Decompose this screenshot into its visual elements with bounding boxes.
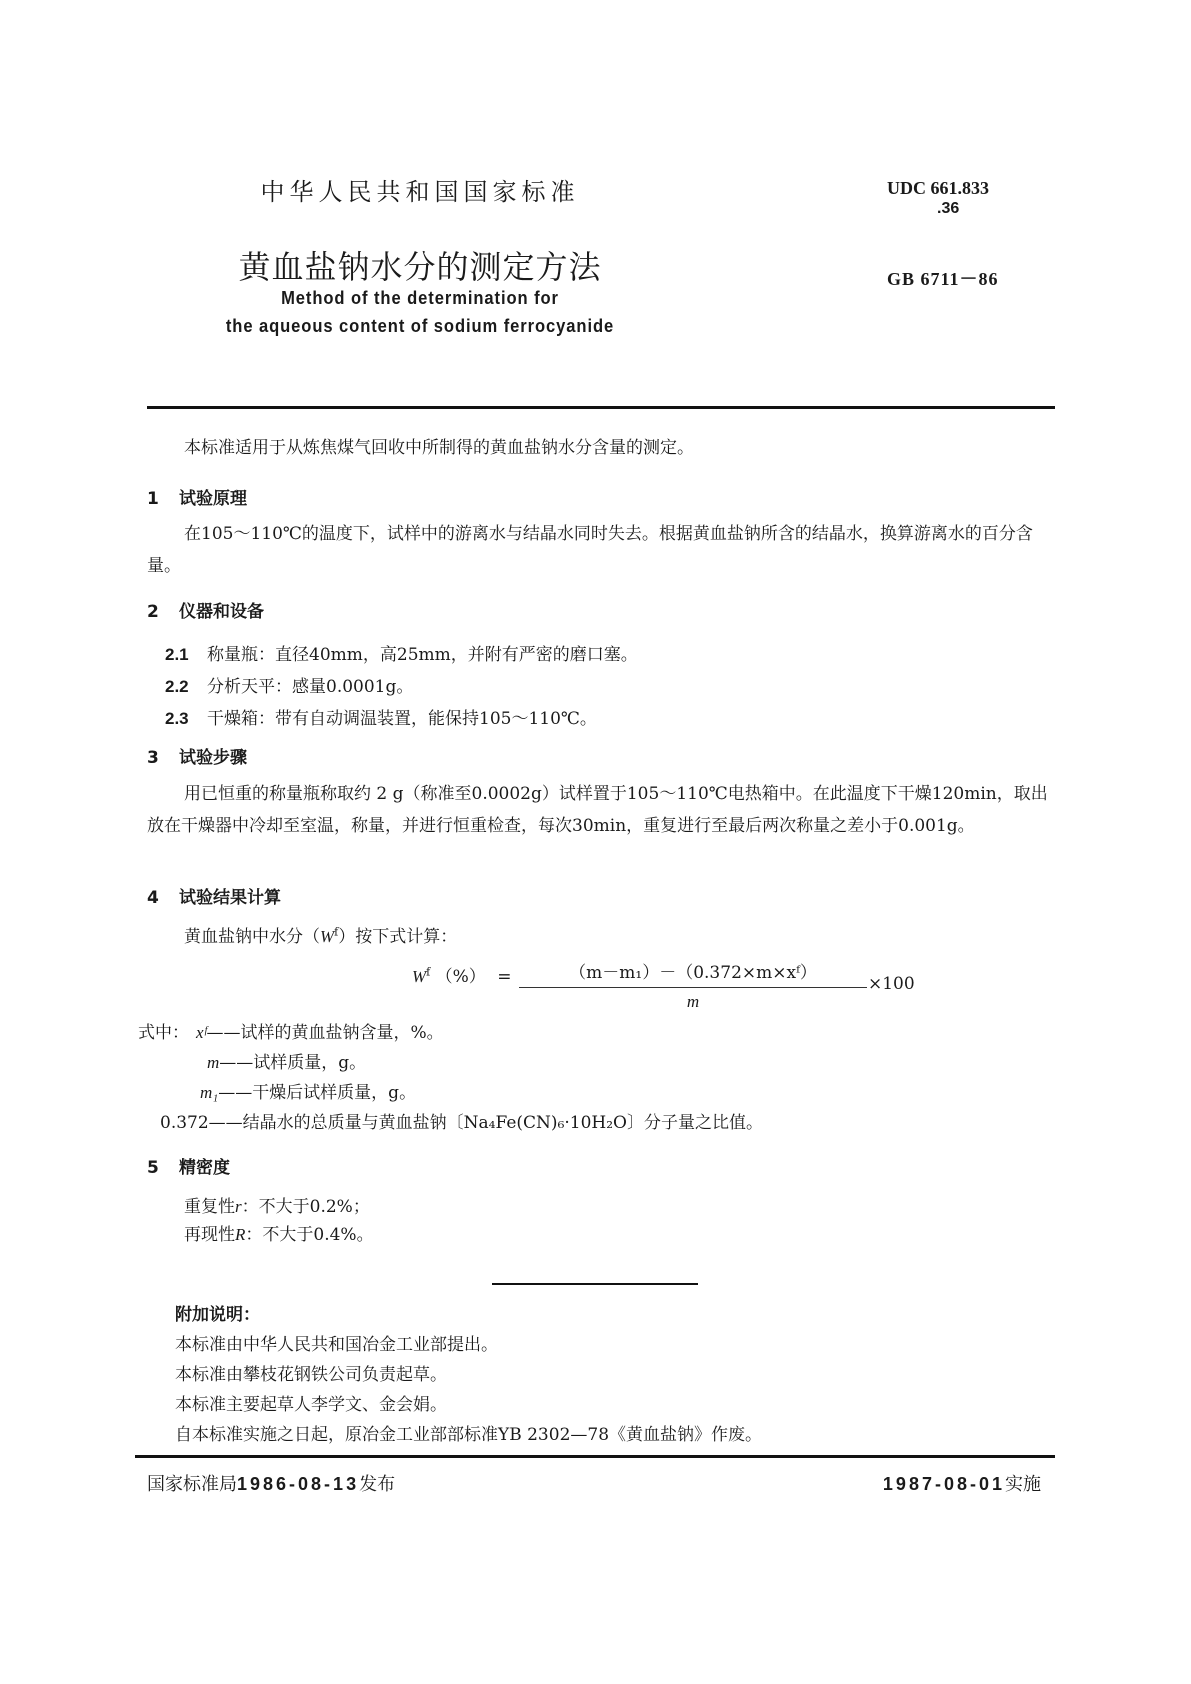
section-title: 试验结果计算 [179, 888, 281, 908]
def-dash: —— [208, 1113, 243, 1133]
document-title-en-line1: Method of the determination for [281, 288, 559, 308]
note-line: 本标准由中华人民共和国冶金工业部提出。 [175, 1335, 498, 1355]
formula-lhs [412, 962, 511, 987]
scope-paragraph: 本标准适用于从炼焦煤气回收中所制得的黄血盐钠水分含量的测定。 [184, 438, 694, 458]
formula-var-w: W [412, 967, 427, 986]
definition-0372 [160, 1108, 763, 1133]
section-number: 4 [147, 888, 159, 908]
section-title: 精密度 [179, 1158, 230, 1178]
def-text: 结晶水的总质量与黄血盐钠〔Na₄Fe(CN)₆·10H₂O〕分子量之比值。 [242, 1113, 763, 1133]
def-symbol: 0.372 [160, 1113, 209, 1133]
section-number: 5 [147, 1158, 159, 1178]
def-text: 试样的黄血盐钠含量，%。 [240, 1023, 444, 1043]
def-text: 试样质量，g。 [253, 1053, 367, 1073]
footer-divider [135, 1455, 1055, 1458]
document-title-en-line2: the aqueous content of sodium ferrocyanide [225, 316, 615, 336]
section-title: 仪器和设备 [179, 602, 264, 622]
section-1-paragraph: 在105～110℃的温度下，试样中的游离水与结晶水同时失去。根据黄血盐钠所含的结晶水，换算游离水的百分含量。 [147, 524, 1033, 576]
note-line: 本标准主要起草人李学文、金会娟。 [175, 1395, 447, 1415]
formula-intro [184, 922, 457, 947]
def-dash: —— [218, 1083, 253, 1103]
item-text: 分析天平：感量0.0001g。 [207, 677, 414, 697]
def-text: 干燥后试样质量，g。 [252, 1083, 417, 1103]
national-standard-header: 中华人民共和国国家标准 [260, 178, 580, 206]
section-5-heading [147, 1153, 230, 1178]
footer-effective [883, 1470, 1041, 1496]
definition-m1 [200, 1078, 416, 1103]
intro-suffix: ）按下式计算： [338, 927, 458, 947]
def-symbol: xᶠ [196, 1023, 207, 1042]
item-number: 2.3 [165, 709, 189, 728]
formula-equals: = [497, 967, 512, 987]
variable-R: R [235, 1225, 246, 1244]
issuer: 国家标准局 [147, 1474, 237, 1495]
udc-code-suffix: .36 [937, 200, 960, 217]
effective-date: 1987-08-01 [882, 1474, 1005, 1494]
section-title: 试验步骤 [179, 748, 247, 768]
label: 重复性 [184, 1197, 235, 1217]
value: ：不大于0.2%； [241, 1197, 370, 1217]
gb-code: GB 6711－86 [887, 269, 999, 289]
list-item-2-2 [165, 672, 413, 697]
list-item-2-1 [165, 640, 638, 665]
issue-label: 发布 [359, 1474, 396, 1495]
section-number: 2 [147, 602, 159, 622]
section-3-heading [147, 743, 247, 768]
intro-prefix: 黄血盐钠中水分（ [184, 927, 320, 947]
reproducibility-line [184, 1220, 374, 1245]
document-title-cn: 黄血盐钠水分的测定方法 [238, 248, 602, 286]
variable-r: r [235, 1197, 242, 1216]
item-number: 2.2 [165, 677, 189, 696]
notes-divider [492, 1283, 698, 1285]
formula-unit: （%） [435, 967, 486, 987]
section-number: 3 [147, 748, 159, 768]
udc-code: UDC 661.833 [887, 178, 989, 198]
issue-date: 1986-08-13 [237, 1474, 360, 1494]
variable-w: W [320, 927, 335, 946]
item-text: 称量瓶：直径40mm，高25mm，并附有严密的磨口塞。 [207, 645, 638, 665]
section-4-heading [147, 883, 281, 908]
superscript-f: f [334, 925, 339, 939]
section-3-paragraph: 用已恒重的称量瓶称取约 2 g（称准至0.0002g）试样置于105～110℃电热箱中。在此温度下干燥120min，取出放在干燥器中冷却至室温，称量，并进行恒重检查，每次30min，重复进行至最后两次称量之差小于0.001g。 [147, 784, 1048, 836]
section-1-heading [147, 484, 247, 509]
repeatability-line [184, 1192, 370, 1217]
notes-title: 附加说明： [175, 1305, 260, 1325]
formula-fraction [519, 958, 867, 1012]
list-item-2-3 [165, 704, 597, 729]
formula-numerator: （m－m₁）－（0.372×m×xᶠ） [569, 963, 817, 983]
def-symbol: m₁ [200, 1083, 219, 1102]
definition-xf [196, 1018, 444, 1043]
section-title: 试验原理 [179, 489, 247, 509]
label: 再现性 [184, 1225, 235, 1245]
section-number: 1 [147, 489, 159, 509]
item-text: 干燥箱：带有自动调温装置，能保持105～110℃。 [207, 709, 597, 729]
def-dash: —— [219, 1053, 254, 1073]
effective-label: 实施 [1005, 1474, 1041, 1495]
formula-multiplier: ×100 [868, 974, 915, 994]
def-dash: —— [206, 1023, 241, 1043]
section-2-heading [147, 597, 264, 622]
definition-m [207, 1048, 366, 1073]
formula-sup: f [426, 965, 431, 979]
formula-denominator: m [686, 992, 700, 1011]
value: ：不大于0.4%。 [245, 1225, 374, 1245]
footer-issue [147, 1470, 395, 1496]
note-line: 本标准由攀枝花钢铁公司负责起草。 [175, 1365, 447, 1385]
header-divider [147, 406, 1055, 409]
note-line: 自本标准实施之日起，原冶金工业部部标准YB 2302—78《黄血盐钠》作废。 [175, 1425, 763, 1445]
def-symbol: m [207, 1053, 220, 1072]
fraction-bar [519, 987, 867, 988]
where-label: 式中： [138, 1023, 189, 1043]
item-number: 2.1 [165, 645, 189, 664]
